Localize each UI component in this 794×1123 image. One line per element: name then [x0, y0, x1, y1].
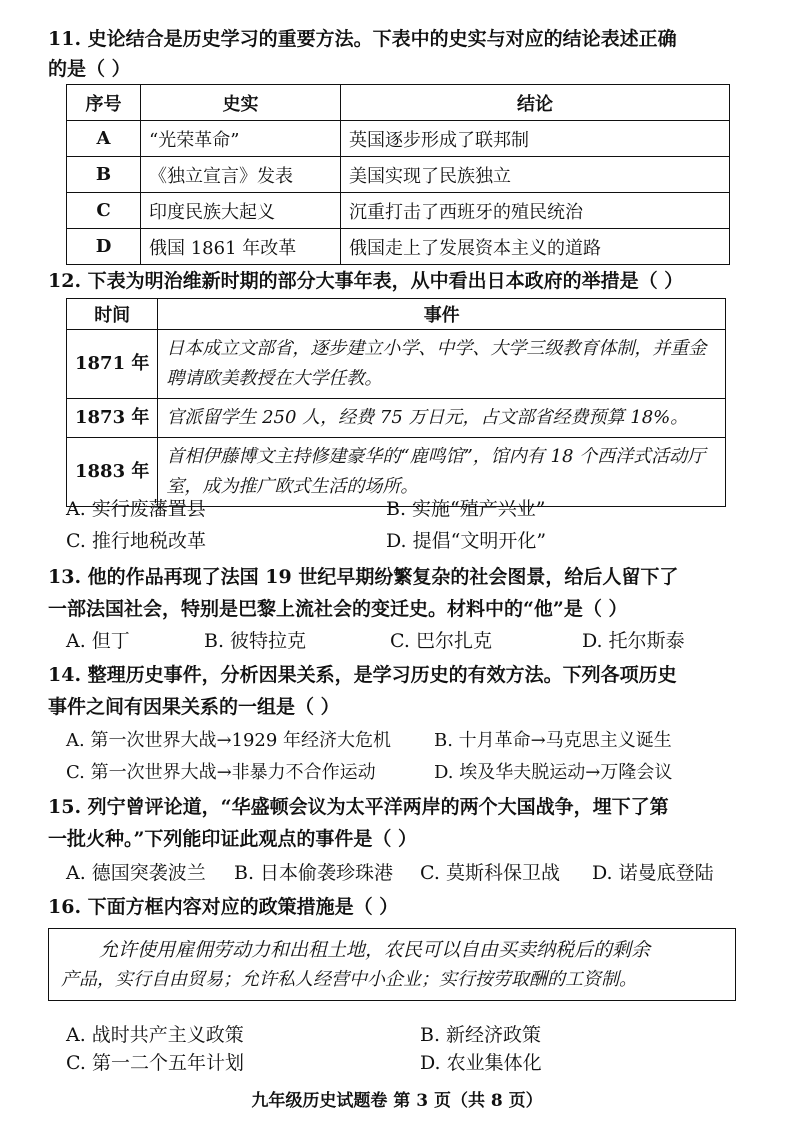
q16-stem-line1: 16. 下面方框内容对应的政策措施是（ ） [48, 896, 399, 918]
q15-option-a: A. 德国突袭波兰 [66, 862, 206, 884]
q15-stem-line1: 15. 列宁曾评论道，“华盛顿会议为太平洋两岸的两个大国战争，埋下了第 [48, 796, 669, 818]
q14-option-d: D. 埃及华夫脱运动→万隆会议 [434, 762, 673, 783]
q12-table-header-row [67, 299, 726, 330]
table-row [67, 330, 726, 399]
q15-option-b: B. 日本偷袭珍珠港 [234, 862, 394, 884]
q11-header-conclusion: 结论 [341, 85, 730, 121]
q12-option-d: D. 提倡“文明开化” [386, 530, 547, 552]
table-row [67, 399, 726, 438]
q11-row-c-index: C [67, 193, 141, 229]
q16-option-c: C. 第一二个五年计划 [66, 1052, 244, 1074]
q11-table [66, 84, 730, 265]
q12-option-b: B. 实施“殖产兴业” [386, 498, 546, 520]
table-row [67, 157, 730, 193]
q11-row-c-fact: 印度民族大起义 [141, 193, 341, 229]
q11-row-a-fact: “光荣革命” [141, 121, 341, 157]
q12-header-event: 事件 [158, 299, 726, 330]
q11-row-b-index: B [67, 157, 141, 193]
q15-option-d: D. 诺曼底登陆 [592, 862, 714, 884]
q11-row-d-index: D [67, 229, 141, 265]
q12-row-1873-year: 1873 年 [67, 399, 158, 438]
q12-option-c: C. 推行地税改革 [66, 530, 206, 552]
q12-header-time: 时间 [67, 299, 158, 330]
page-footer: 九年级历史试题卷 第 3 页（共 8 页） [251, 1091, 543, 1111]
q16-policy-box [48, 928, 736, 1001]
q13-option-b: B. 彼特拉克 [204, 630, 307, 652]
q13-option-a: A. 但丁 [66, 630, 130, 652]
q13-stem-line2: 一部法国社会，特别是巴黎上流社会的变迁史。材料中的“他”是（ ） [48, 598, 628, 620]
q11-stem-line1: 11. 史论结合是历史学习的重要方法。下表中的史实与对应的结论表述正确 [48, 28, 677, 50]
q12-row-1873-event: 官派留学生 250 人，经费 75 万日元，占文部省经费预算 18%。 [158, 399, 726, 438]
q12-row-1883-year: 1883 年 [67, 438, 158, 507]
q14-option-a: A. 第一次世界大战→1929 年经济大危机 [66, 730, 392, 751]
q11-row-a-index: A [67, 121, 141, 157]
q11-row-d-fact: 俄国 1861 年改革 [141, 229, 341, 265]
q11-row-c-conclusion: 沉重打击了西班牙的殖民统治 [341, 193, 730, 229]
q15-stem-line2: 一批火种。”下列能印证此观点的事件是（ ） [48, 828, 418, 850]
q12-table [66, 298, 726, 507]
q12-row-1871-event: 日本成立文部省，逐步建立小学、中学、大学三级教育体制，并重金聘请欧美教授在大学任教。 [158, 330, 726, 399]
q14-stem-line2: 事件之间有因果关系的一组是（ ） [48, 696, 340, 718]
q16-option-b: B. 新经济政策 [420, 1024, 542, 1046]
table-row [67, 193, 730, 229]
q16-box-line2: 产品，实行自由贸易；允许私人经营中小企业；实行按劳取酬的工资制。 [61, 969, 637, 990]
q16-option-a: A. 战时共产主义政策 [66, 1024, 244, 1046]
q14-option-b: B. 十月革命→马克思主义诞生 [434, 730, 672, 751]
q11-row-b-conclusion: 美国实现了民族独立 [341, 157, 730, 193]
table-row [67, 121, 730, 157]
q13-stem-line1: 13. 他的作品再现了法国 19 世纪早期纷繁复杂的社会图景，给后人留下了 [48, 566, 679, 588]
q11-header-index: 序号 [67, 85, 141, 121]
q12-row-1883-event: 首相伊藤博文主持修建豪华的“鹿鸣馆”，馆内有 18 个西洋式活动厅室，成为推广欧式生活的场所。 [158, 438, 726, 507]
q14-stem-line1: 14. 整理历史事件，分析因果关系，是学习历史的有效方法。下列各项历史 [48, 664, 677, 686]
q12-option-a: A. 实行废藩置县 [66, 498, 206, 520]
q11-table-header-row [67, 85, 730, 121]
table-row [67, 229, 730, 265]
q11-header-fact: 史实 [141, 85, 341, 121]
q11-row-a-conclusion: 英国逐步形成了联邦制 [341, 121, 730, 157]
q16-box-line1: 允许使用雇佣劳动力和出租土地，农民可以自由买卖纳税后的剩余 [99, 939, 651, 961]
q16-option-d: D. 农业集体化 [420, 1052, 542, 1074]
q13-option-d: D. 托尔斯泰 [582, 630, 685, 652]
q15-option-c: C. 莫斯科保卫战 [420, 862, 560, 884]
q11-row-b-fact: 《独立宣言》发表 [141, 157, 341, 193]
q11-stem-line2: 的是（ ） [48, 58, 131, 80]
q11-row-d-conclusion: 俄国走上了发展资本主义的道路 [341, 229, 730, 265]
q14-option-c: C. 第一次世界大战→非暴力不合作运动 [66, 762, 376, 783]
q13-option-c: C. 巴尔扎克 [390, 630, 492, 652]
q12-row-1871-year: 1871 年 [67, 330, 158, 399]
q12-stem-line1: 12. 下表为明治维新时期的部分大事年表，从中看出日本政府的举措是（ ） [48, 270, 684, 292]
